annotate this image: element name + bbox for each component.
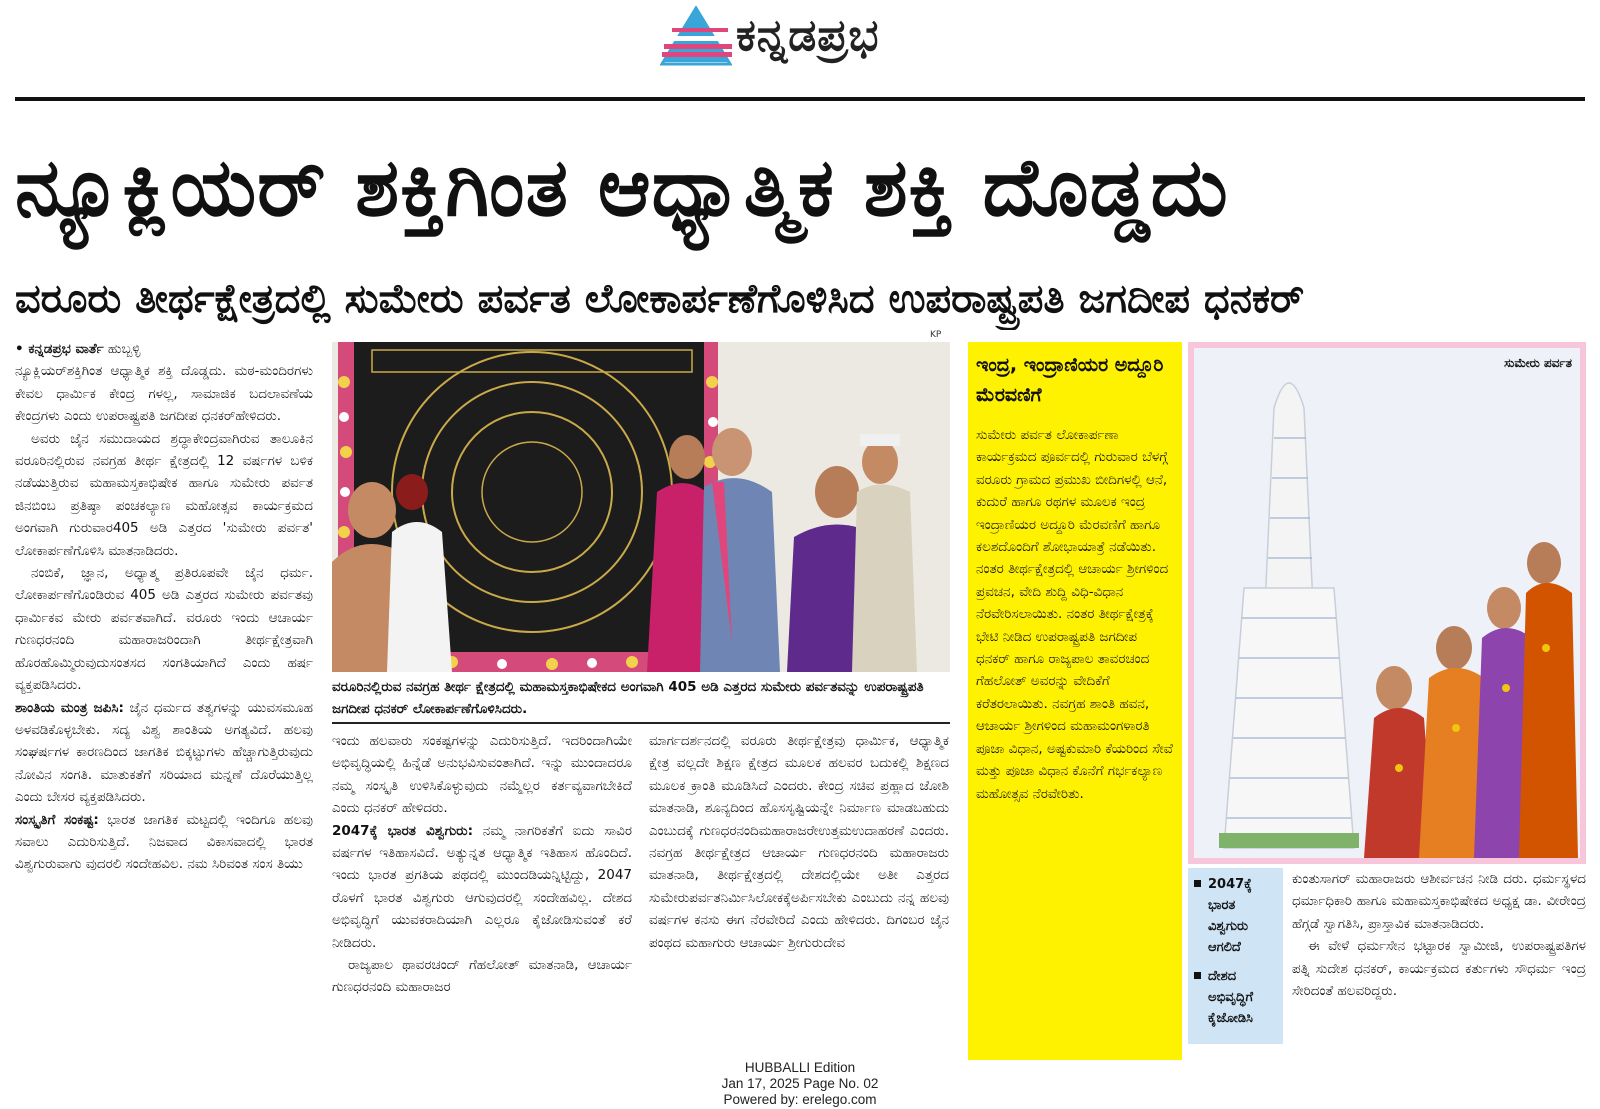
article-paragraph: ಶಾಂತಿಯ ಮಂತ್ರ ಜಪಿಸಿ: ಜೈನ ಧರ್ಮದ ತತ್ವಗಳನ್ನು ಯುವಸಮೂಹ ಅಳವಡಿಕೊಳ್ಳಬೇಕು. ಸದ್ಯ ವಿಶ್ವ ಶಾಂತಿಯ ಅಗತ್ಯವಿದೆ. ಹಲವು ಸಂಘರ್ಷಗಳ ಕಾರಣದಿಂದ ಜಾಗತಿಕ ಬಿಕ್ಕಟ್ಟುಗಳು ಹೆಚ್ಚಾಗುತ್ತಿರುವುದು ನೋವಿನ ಸಂಗತಿ. ಮಾತುಕತೆಗೆ ಸರಿಯಾದ ಮನ್ನಣೆ ದೊರೆಯುತ್ತಿಲ್ಲ ಎಂದು ಬೇಸರ ವ್ಯಕ್ತಪಡಿಸಿದರು. [15, 699, 313, 806]
highlights-box [1188, 868, 1283, 1044]
article-paragraph: ಅವರು ಜೈನ ಸಮುದಾಯದ ಶ್ರದ್ಧಾಕೇಂದ್ರವಾಗಿರುವ ತಾಲೂಕಿನ ವರೂರಿನಲ್ಲಿರುವ ನವಗ್ರಹ ತೀರ್ಥ ಕ್ಷೇತ್ರದಲ್ಲಿ 12 ವರ್ಷಗಳ ಬಳಿಕ ನಡೆಯುತ್ತಿರುವ ಮಹಾಮಸ್ತಕಾಭಿಷೇಕ ಹಾಗೂ ಸುಮೇರು ಪರ್ವತ ಜಿನಬಿಂಬ ಪ್ರತಿಷ್ಠಾ ಪಂಚಕಲ್ಯಾಣ ಮಹೋತ್ಸವ ಕಾರ್ಯಕ್ರಮದ ಅಂಗವಾಗಿ ಗುರುವಾರ405 ಅಡಿ ಎತ್ತರದ 'ಸುಮೇರು ಪರ್ವತ' ಲೋಕಾರ್ಪಣೆಗೊಳಿಸಿ ಮಾತನಾಡಿದರು. [15, 430, 313, 559]
article-paragraph: ರಾಜ್ಯಪಾಲ ಥಾವರಚಂದ್ ಗೆಹಲೋತ್ ಮಾತನಾಡಿ, ಆಚಾರ್ಯ ಗುಣಧರನಂದಿ ಮಹಾರಾಜರ [332, 957, 632, 996]
article-paragraph: ಈ ವೇಳೆ ಧರ್ಮಸೇನ ಭಟ್ಟಾರಕ ಸ್ವಾಮೀಜಿ, ಉಪರಾಷ್ಟ್ರಪತಿಗಳ ಪತ್ನಿ ಸುದೇಶ ಧನಕರ್, ಕಾರ್ಯಕ್ರಮದ ಕರ್ತುಗಳು ಸೌಧರ್ಮ ಇಂದ್ರ ಸೇರಿದಂತೆ ಹಲವರಿದ್ದರು. [1292, 938, 1586, 1000]
highlight-item: ದೇಶದ ಅಭಿವೃದ್ಧಿಗೆ ಕೈಜೋಡಿಸಿ [1194, 966, 1277, 1029]
article-column-4 [1292, 868, 1586, 1058]
article-paragraph: ನ್ಯೂಕ್ಲಿಯರ್‌ಶಕ್ತಿಗಿಂತ ಆಧ್ಯಾತ್ಮಿಕ ಶಕ್ತಿ ದೊಡ್ಡದು. ಮಠ-ಮಂದಿರಗಳು ಕೇವಲ ಧಾರ್ಮಿಕ ಕೇಂದ್ರ ಗಳಲ್ಲ, ಸಾಮಾಜಿಕ ಬದಲಾವಣೆಯ ಕೇಂದ್ರಗಳು ಎಂದು ಉಪರಾಷ್ಟ್ರಪತಿ ಜಗದೀಪ ಧನಕರ್‌ಹೇಳಿದರು. [15, 363, 313, 425]
article-column-3 [649, 730, 949, 1060]
edition-label: HUBBALLI Edition [744, 1060, 856, 1075]
highlight-item: 2047ಕ್ಕೆ ಭಾರತ ವಿಶ್ವಗುರು ಆಗಲಿದೆ [1194, 874, 1277, 958]
article-column-2 [332, 730, 632, 1060]
powered-by-label: Powered by: erelego.com [723, 1092, 877, 1107]
article-paragraph: ಮಾರ್ಗದರ್ಶನದಲ್ಲಿ ವರೂರು ತೀರ್ಥಕ್ಷೇತ್ರವು ಧಾರ್ಮಿಕ, ಆಧ್ಯಾತ್ಮಿಕ ಕ್ಷೇತ್ರ ವಲ್ಲದೇ ಶಿಕ್ಷಣ ಕ್ಷೇತ್ರದ ಮೂಲಕ ಹಲವರ ಬದುಕಲ್ಲಿ ಶಿಕ್ಷಣದ ಮೂಲಕ ಕ್ರಾಂತಿ ಮೂಡಿಸಿದೆ ಎಂದರು. ಕೇಂದ್ರ ಸಚಿವ ಪ್ರಹ್ಲಾದ ಜೋಶಿ ಮಾತನಾಡಿ, ಶೂನ್ಯದಿಂದ ಹೊಸಸೃಷ್ಟಿಯನ್ನೇ ನಿರ್ಮಾಣ ಮಾಡಬಹುದು ಎಂಬುದಕ್ಕೆ ಗುಣಧರನಂದಿಮಹಾರಾಜರೇಉತ್ತಮಉದಾಹರಣೆ ಎಂದರು. ನವಗ್ರಹ ತೀರ್ಥಕ್ಷೇತ್ರದ ಆಚಾರ್ಯ ಗುಣಧರನಂದಿ ಮಹಾರಾಜರು ಮಾತನಾಡಿ, ತೀರ್ಥಕ್ಷೇತ್ರದಲ್ಲಿ ದೇಶದಲ್ಲಿಯೇ ಅತೀ ಎತ್ತರದ ಸುಮೇರುಪರ್ವತನಿರ್ಮಿಸಿಲೋಕಕ್ಕೆಅರ್ಪಿಸಬೇಕು ಎಂಬುದು ನನ್ನ ಹಲವು ವರ್ಷಗಳ ಕನಸು ಈಗ ನೆರವೇರಿದೆ ಎಂದು ಹೇಳಿದರು. ದಿಗಂಬರ ಜೈನ ಪಂಥದ ಮಹಾಗುರು ಆಚಾರ್ಯ ಶ್ರೀಗುರುದೇವ [649, 733, 949, 951]
masthead-title: ಕನ್ನಡಪ್ರಭ [736, 10, 880, 61]
photo-credit: KP [930, 330, 942, 340]
sidebar-title: ಇಂದ್ರ, ಇಂದ್ರಾಣಿಯರ ಅದ್ದೂರಿ ಮೆರವಣಿಗೆ [976, 354, 1164, 406]
kannadaprabha-logo-icon [660, 6, 732, 66]
subheading: ಶಾಂತಿಯ ಮಂತ್ರ ಜಪಿಸಿ: [15, 699, 124, 716]
subheading: ಸಂಸ್ಕೃತಿಗೆ ಸಂಕಷ್ಟ: [15, 811, 99, 828]
photo-caption: ವರೂರಿನಲ್ಲಿರುವ ನವಗ್ರಹ ತೀರ್ಥ ಕ್ಷೇತ್ರದಲ್ಲಿ ಮಹಾಮಸ್ತಕಾಭಿಷೇಕದ ಅಂಗವಾಗಿ 405 ಅಡಿ ಎತ್ತರದ ಸುಮೇರು ಪರ್ವತವನ್ನು ಉಪರಾಷ್ಟ್ರಪತಿ ಜಗದೀಪ ಧನಕರ್ ಲೋಕಾರ್ಪಣೆಗೊಳಿಸಿದರು. [332, 679, 924, 717]
masthead [0, 0, 1600, 98]
sidebar-body: ಸುಮೇರು ಪರ್ವತ ಲೋಕಾರ್ಪಣಾ ಕಾರ್ಯಕ್ರಮದ ಪೂರ್ವದಲ್ಲಿ ಗುರುವಾರ ಬೆಳಗ್ಗೆ ವರೂರು ಗ್ರಾಮದ ಪ್ರಮುಖ ಬೀದಿಗಳಲ್ಲಿ ಆನೆ, ಕುದುರೆ ಹಾಗೂ ರಥಗಳ ಮೂಲಕ ಇಂದ್ರ ಇಂದ್ರಾಣಿಯರ ಅದ್ದೂರಿ ಮೆರವಣಿಗೆ ಹಾಗೂ ಕಲಶದೊಂದಿಗೆ ಶೋಭಾಯಾತ್ರೆ ನಡೆಯಿತು. ನಂತರ ತೀರ್ಥಕ್ಷೇತ್ರದಲ್ಲಿ ಆಚಾರ್ಯ ಶ್ರೀಗಳಿಂದ ಪ್ರವಚನ, ವೇದಿ ಶುದ್ದಿ ವಿಧಿ-ವಿಧಾನ ನೆರವೇರಿಸಲಾಯಿತು. ನಂತರ ತೀರ್ಥಕ್ಷೇತ್ರಕ್ಕೆ ಭೇಟಿ ನೀಡಿದ ಉಪರಾಷ್ಟ್ರಪತಿ ಜಗದೀಪ ಧನಕರ್ ಹಾಗೂ ರಾಜ್ಯಪಾಲ ತಾವರಚಂದ ಗೆಹಲೋತ್ ಅವರನ್ನು ವೇದಿಕೆಗೆ ಕರೆತರಲಾಯಿತು. ನವಗ್ರಹ ಶಾಂತಿ ಹವನ, ಆಚಾರ್ಯ ಶ್ರೀಗಳಿಂದ ಮಹಾಮಂಗಳಾರತಿ ಪೂಜಾ ವಿಧಾನ, ಅಷ್ಟಕುಮಾರಿ ಕೆಯರಿಂದ ಸೇವೆ ಮತ್ತು ಪೂಜಾ ವಿಧಾನ ಕೊನೆಗೆ ಗರ್ಭಕಲ್ಯಾಣ ಮಹೋತ್ಸವ ನೆರವೇರಿತು. [976, 427, 1173, 802]
sumeru-tower-illustration [1194, 348, 1580, 858]
dateline-place: ಹುಬ್ಬಳ್ಳಿ [103, 341, 141, 357]
masthead-rule [15, 97, 1585, 101]
sumeru-photo-label: ಸುಮೇರು ಪರ್ವತ [1504, 356, 1572, 370]
sumeru-photo [1194, 348, 1580, 858]
dateline-source: • ಕನ್ನಡಪ್ರಭ ವಾರ್ತೆ [15, 341, 104, 357]
ceremony-photo [332, 342, 950, 672]
subheading: 2047ಕ್ಕೆ ಭಾರತ ವಿಶ್ವಗುರು: [332, 822, 474, 839]
ceremony-photo-illustration [332, 342, 950, 672]
sumeru-photo-frame [1188, 342, 1586, 864]
article-paragraph: ನಂಬಿಕೆ, ಜ್ಞಾನ, ಅಧ್ಯಾತ್ಮ ಪ್ರತಿರೂಪವೇ ಜೈನ ಧರ್ಮ. ಲೋಕಾರ್ಪಣೆಗೊಂಡಿರುವ 405 ಅಡಿ ಎತ್ತರದ ಸುಮೇರು ಪರ್ವತವು ಧಾರ್ಮಿಕವ ಮೇರು ಪರ್ವತವಾಗಿದೆ. ವರೂರು ಇಂದು ಆಚಾರ್ಯ ಗುಣಧರನಂದಿ ಮಹಾರಾಜರಿಂದಾಗಿ ತೀರ್ಥಕ್ಷೇತ್ರವಾಗಿ ಹೊರಹೊಮ್ಮಿರುವುದುಸಂತಸದ ಸಂಗತಿಯಾಗಿದೆ ಎಂದು ಹರ್ಷ ವ್ಯಕ್ತಪಡಿಸಿದರು. [15, 565, 313, 694]
caption-rule [332, 722, 950, 724]
article-paragraph: 2047ಕ್ಕೆ ಭಾರತ ವಿಶ್ವಗುರು: ನಮ್ಮ ನಾಗರಿಕತೆಗೆ ಐದು ಸಾವಿರ ವರ್ಷಗಳ ಇತಿಹಾಸವಿದೆ. ಅತ್ಯುನ್ನತ ಆಧ್ಯಾತ್ಮಿಕ ಇತಿಹಾಸ ಹೊಂದಿದೆ. ಇಂದು ಭಾರತ ಪ್ರಗತಿಯ ಪಥದಲ್ಲಿ ಮುಂದಡಿಯನ್ನಿಟ್ಟಿದ್ದು, 2047 ರೊಳಗೆ ಭಾರತ ವಿಶ್ವಗುರು ಆಗುವುದರಲ್ಲಿ ಸಂದೇಹವಿಲ್ಲ. ದೇಶದ ಅಭಿವೃದ್ಧಿಗೆ ಯುವಕರಾದಿಯಾಗಿ ಎಲ್ಲರೂ ಕೈಜೋಡಿಸುವಂತೆ ಕರೆ ನೀಡಿದರು. [332, 822, 632, 951]
article-column-1 [15, 338, 313, 1058]
article-paragraph: ಕುಂತುಸಾಗರ್ ಮಹಾರಾಜರು ಆಶೀರ್ವಚನ ನೀಡಿ ದರು. ಧರ್ಮಸ್ಥಳದ ಧರ್ಮಾಧಿಕಾರಿ ಹಾಗೂ ಮಹಾಮಸ್ತಕಾಭಿಷೇಕದ ಅಧ್ಯಕ್ಷ ಡಾ. ವೀರೇಂದ್ರ ಹೆಗ್ಗಡೆ ಸ್ವಾಗತಿಸಿ, ಪ್ರಾಸ್ತಾವಿಕ ಮಾತನಾಡಿದರು. [1292, 871, 1586, 932]
procession-sidebar [968, 342, 1182, 1060]
subheadline: ವರೂರು ತೀರ್ಥಕ್ಷೇತ್ರದಲ್ಲಿ ಸುಮೇರು ಪರ್ವತ ಲೋಕಾರ್ಪಣೆಗೊಳಿಸಿದ ಉಪರಾಷ್ಟ್ರಪತಿ ಜಗದೀಪ ಧನಕರ್ [15, 276, 1305, 322]
date-page-label: Jan 17, 2025 Page No. 02 [721, 1076, 879, 1091]
article-paragraph: ಸಂಸ್ಕೃತಿಗೆ ಸಂಕಷ್ಟ: ಭಾರತ ಜಾಗತಿಕ ಮಟ್ಟದಲ್ಲಿ ಇಂದಿಗೂ ಹಲವು ಸವಾಲು ಎದುರಿಸುತ್ತಿದೆ. ನಿಜವಾದ ವಿಕಾಸವಾದಲ್ಲಿ ಭಾರತ ವಿಶ್ವಗುರುವಾಗು ವುದರಲಿ ಸಂದೇಹವಿಲ. ನಮ ಸಿರಿವಂತ ಸಂಸ ತಿಯು [15, 811, 313, 873]
article-paragraph: ಇಂದು ಹಲವಾರು ಸಂಕಷ್ಟಗಳನ್ನು ಎದುರಿಸುತ್ತಿದೆ. ಇದರಿಂದಾಗಿಯೇ ಅಭಿವೃದ್ಧಿಯಲ್ಲಿ ಹಿನ್ನೆಡೆ ಅನುಭವಿಸುವಂತಾಗಿದೆ. ಇನ್ನು ಮುಂದಾದರೂ ನಮ್ಮ ಸಂಸ್ಕೃತಿ ಉಳಿಸಿಕೊಳ್ಳುವುದು ನಮ್ಮೆಲ್ಲರ ಕರ್ತವ್ಯವಾಗಬೇಕಿದೆ ಎಂದು ಧನಕರ್ ಹೇಳಿದರು. [332, 733, 632, 817]
dateline [15, 338, 313, 360]
headline: ನ್ಯೂಕ್ಲಿಯರ್ ಶಕ್ತಿಗಿಂತ ಆಧ್ಯಾತ್ಮಿಕ ಶಕ್ತಿ ದೊಡ್ಡದು [15, 141, 1229, 234]
